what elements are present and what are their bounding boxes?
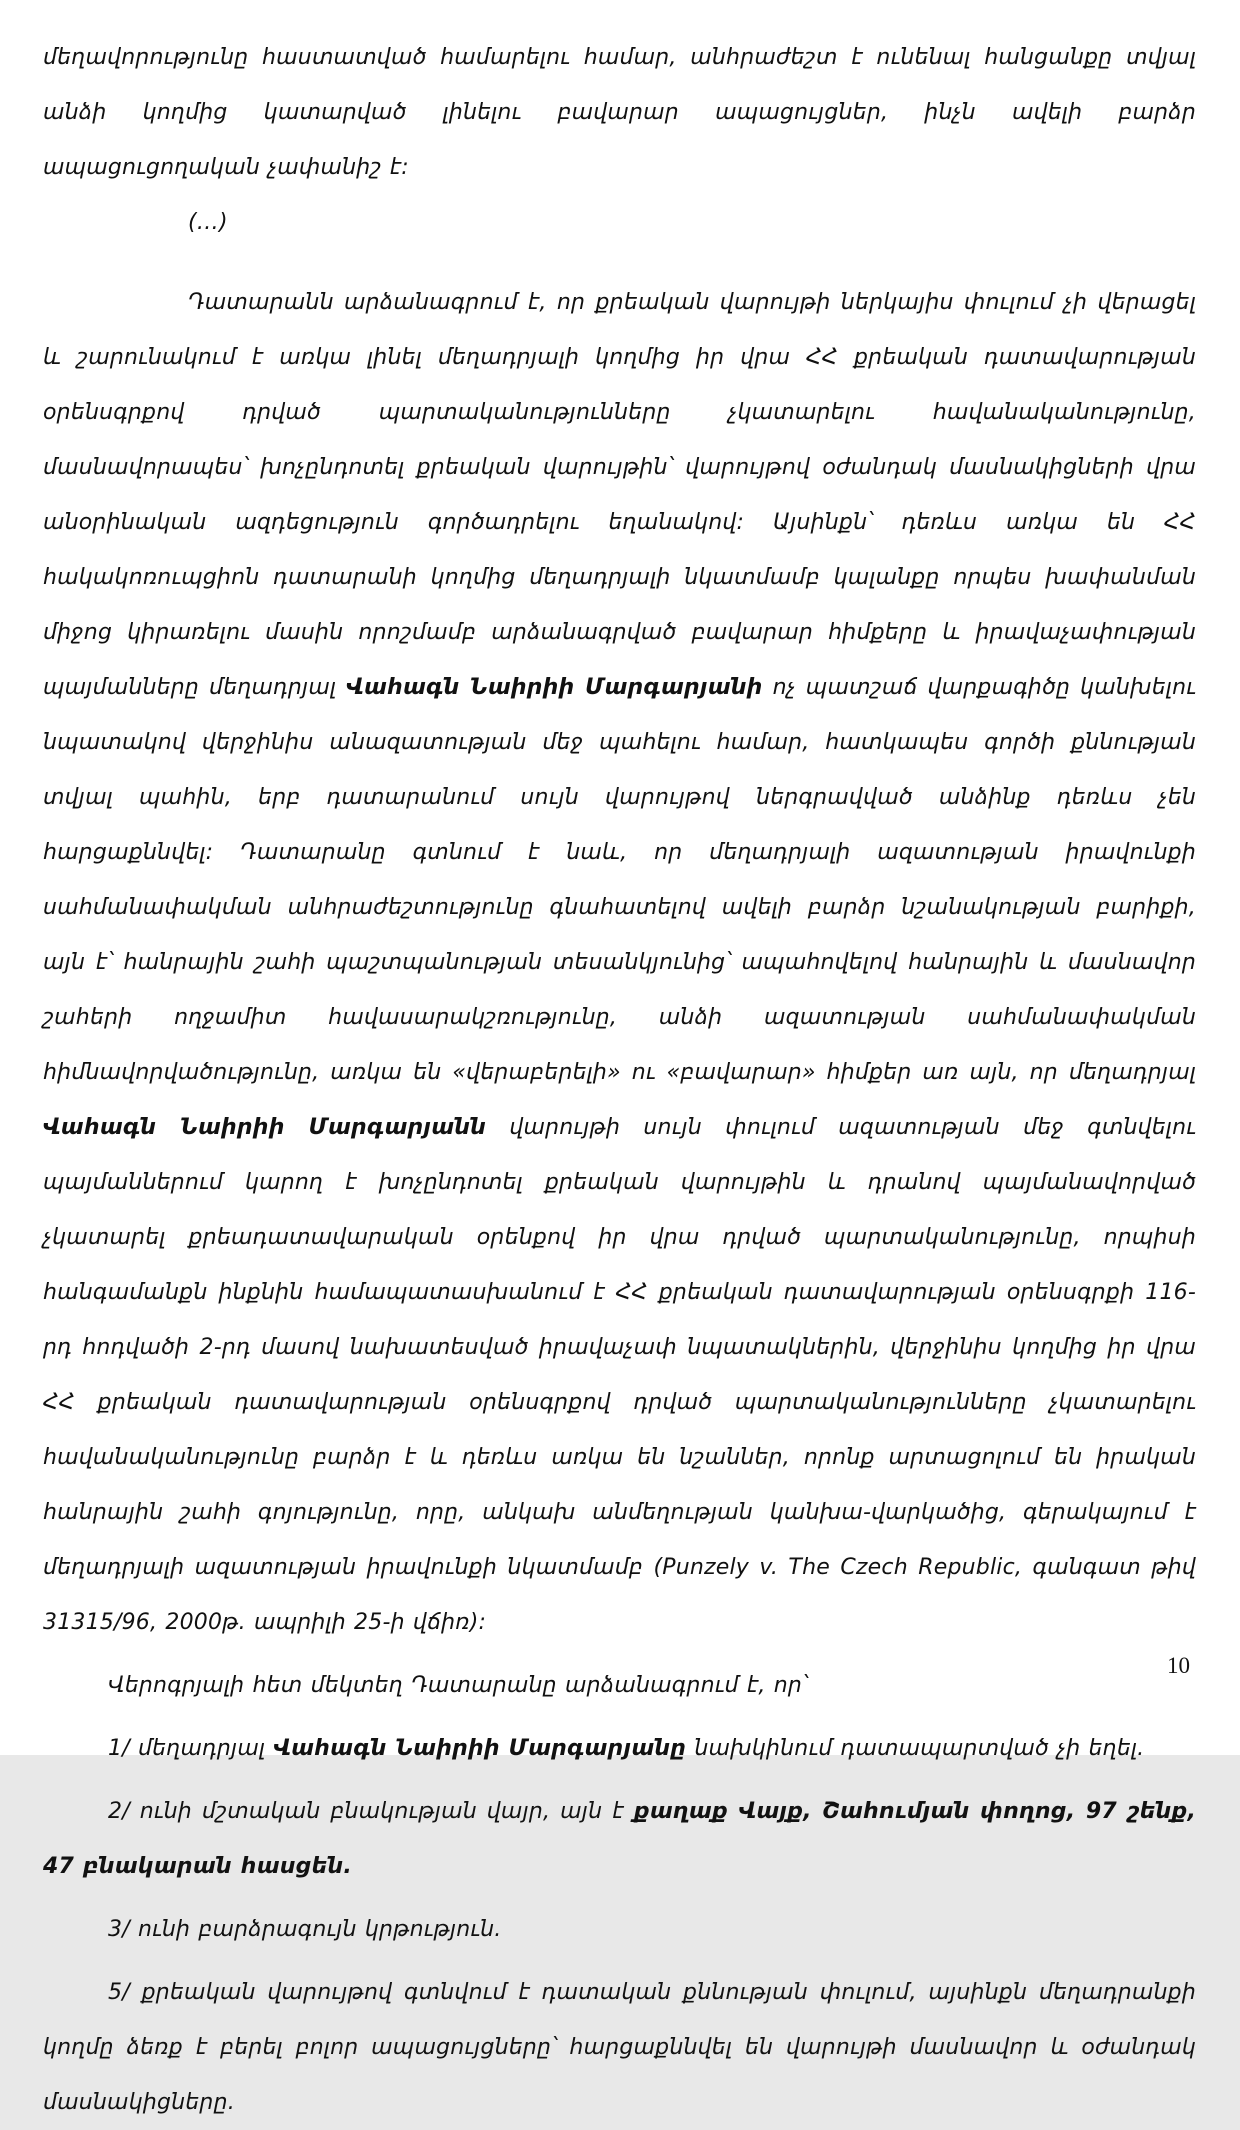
text-run: Վերոգրյալի հետ մեկտեղ Դատարանը արձանագրում է, որ՝ <box>108 1673 808 1698</box>
paragraph <box>43 195 1196 250</box>
page-number: 10 <box>1167 1653 1190 1678</box>
document-body <box>43 30 1196 2130</box>
bold-text-run: Վահագն Նաիրիի Մարգարյանն <box>43 1115 487 1140</box>
bold-text-run: քաղաք Վայք, Շահումյան փողոց, 97 շենք, 47 բնակարան հասցեն. <box>43 1799 1197 1879</box>
text-run: մեղավորությունը հաստատված համարելու համար, անհրաժեշտ է ունենալ հանցանքը տվյալ անձի կողմից կատարված լինելու բավարար ապացույցներ, ինչն ավելի բարձր ապացուցողական չափանիշ է: <box>43 45 1196 180</box>
text-run: վարույթի սույն փուլում ազատության մեջ գտնվելու պայմաններում կարող է խոչընդոտել քրեական վարույթին և դրանով պայմանավորված չկատարել քրեադատավարական օրենքով իր վրա դրված պարտականությունը, որպիսի հանգամանքն ինքնին համապատասխանում է ՀՀ քրեական դատավարության օրենսգրքի 116-րդ հոդվածի 2-րդ մասով նախատեսված իրավաչափ նպատակներին, վերջինիս կողմից իր վրա ՀՀ քրեական դատավարության օրենսգրքով դրված պարտականությունները չկատարելու հավանականությունը բարձր է և դեռևս առկա են նշաններ, որոնք արտացոլում են իրական հանրային շահի գոյությունը, որը, անկախ անմեղության կանխա-վարկածից, գերակայում է մեղադրյալի ազատության իրավունքի նկատմամբ (Punzely v. The Czech Republic, գանգատ թիվ 31315/96, 2000թ. ապրիլի 25-ի վճիռ): <box>43 1115 1196 1635</box>
paragraph <box>43 1721 1196 1776</box>
paragraph <box>43 1658 1196 1713</box>
paragraph <box>43 1784 1196 1894</box>
text-run: 5/ քրեական վարույթով գտնվում է դատական քննության փուլում, այսինքն մեղադրանքի կողմը ձեռք է բերել բոլոր ապացույցները՝ հարցաքննվել են վարույթի մասնավոր և օժանդակ մասնակիցները. <box>43 1980 1196 2115</box>
text-run: Դատարանն արձանագրում է, որ քրեական վարույթի ներկայիս փուլում չի վերացել և շարունակում է առկա լինել մեղադրյալի կողմից իր վրա ՀՀ քրեական դատավարության օրենսգրքով դրված պարտականությունները չկատարելու հավանականությունը, մասնավորապես՝ խոչընդոտել քրեական վարույթին՝ վարույթով օժանդակ մասնակիցների վրա անօրինական ազդեցություն գործադրելու եղանակով: Այսինքն՝ դեռևս առկա են ՀՀ հակակոռուպցիոն դատարանի կողմից մեղադրյալի նկատմամբ կալանքը որպես խափանման միջոց կիրառելու մասին որոշմամբ արձանագրված բավարար հիմքերը և իրավաչափության պայմանները մեղադրյալ <box>43 290 1196 700</box>
bold-text-run: Վահագն Նաիրիի Մարգարյանի <box>346 675 763 700</box>
text-run: ոչ պատշաճ վարքագիծը կանխելու նպատակով վերջինիս անազատության մեջ պահելու համար, հատկապես գործի քննության տվյալ պահին, երբ դատարանում սույն վարույթով ներգրավված անձինք դեռևս չեն հարցաքննվել: Դատարանը գտնում է նաև, որ մեղադրյալի ազատության իրավունքի սահմանափակման անհրաժեշտությունը գնահատելով ավելի բարձր նշանակության բարիքի, այն է՝ հանրային շահի պաշտպանության տեսանկյունից՝ ապահովելով հանրային և մասնավոր շահերի ողջամիտ հավասարակշռությունը, անձի ազատության սահմանափակման հիմնավորվածությունը, առկա են «վերաբերելի» ու «բավարար» հիմքեր առ այն, որ մեղադրյալ <box>43 675 1196 1085</box>
text-run: 1/ մեղադրյալ <box>108 1736 274 1761</box>
text-run: 2/ ունի մշտական բնակության վայր, այն է <box>108 1799 634 1824</box>
text-run: (…) <box>188 210 228 235</box>
paragraph <box>43 275 1196 1650</box>
text-run: 3/ ունի բարձրագույն կրթություն. <box>108 1917 502 1942</box>
bold-text-run: Վահագն Նաիրիի Մարգարյանը <box>273 1736 687 1761</box>
text-run: նախկինում դատապարտված չի եղել. <box>686 1736 1145 1761</box>
paragraph <box>43 1902 1196 1957</box>
paragraph <box>43 30 1196 195</box>
paragraph <box>43 1965 1196 2130</box>
